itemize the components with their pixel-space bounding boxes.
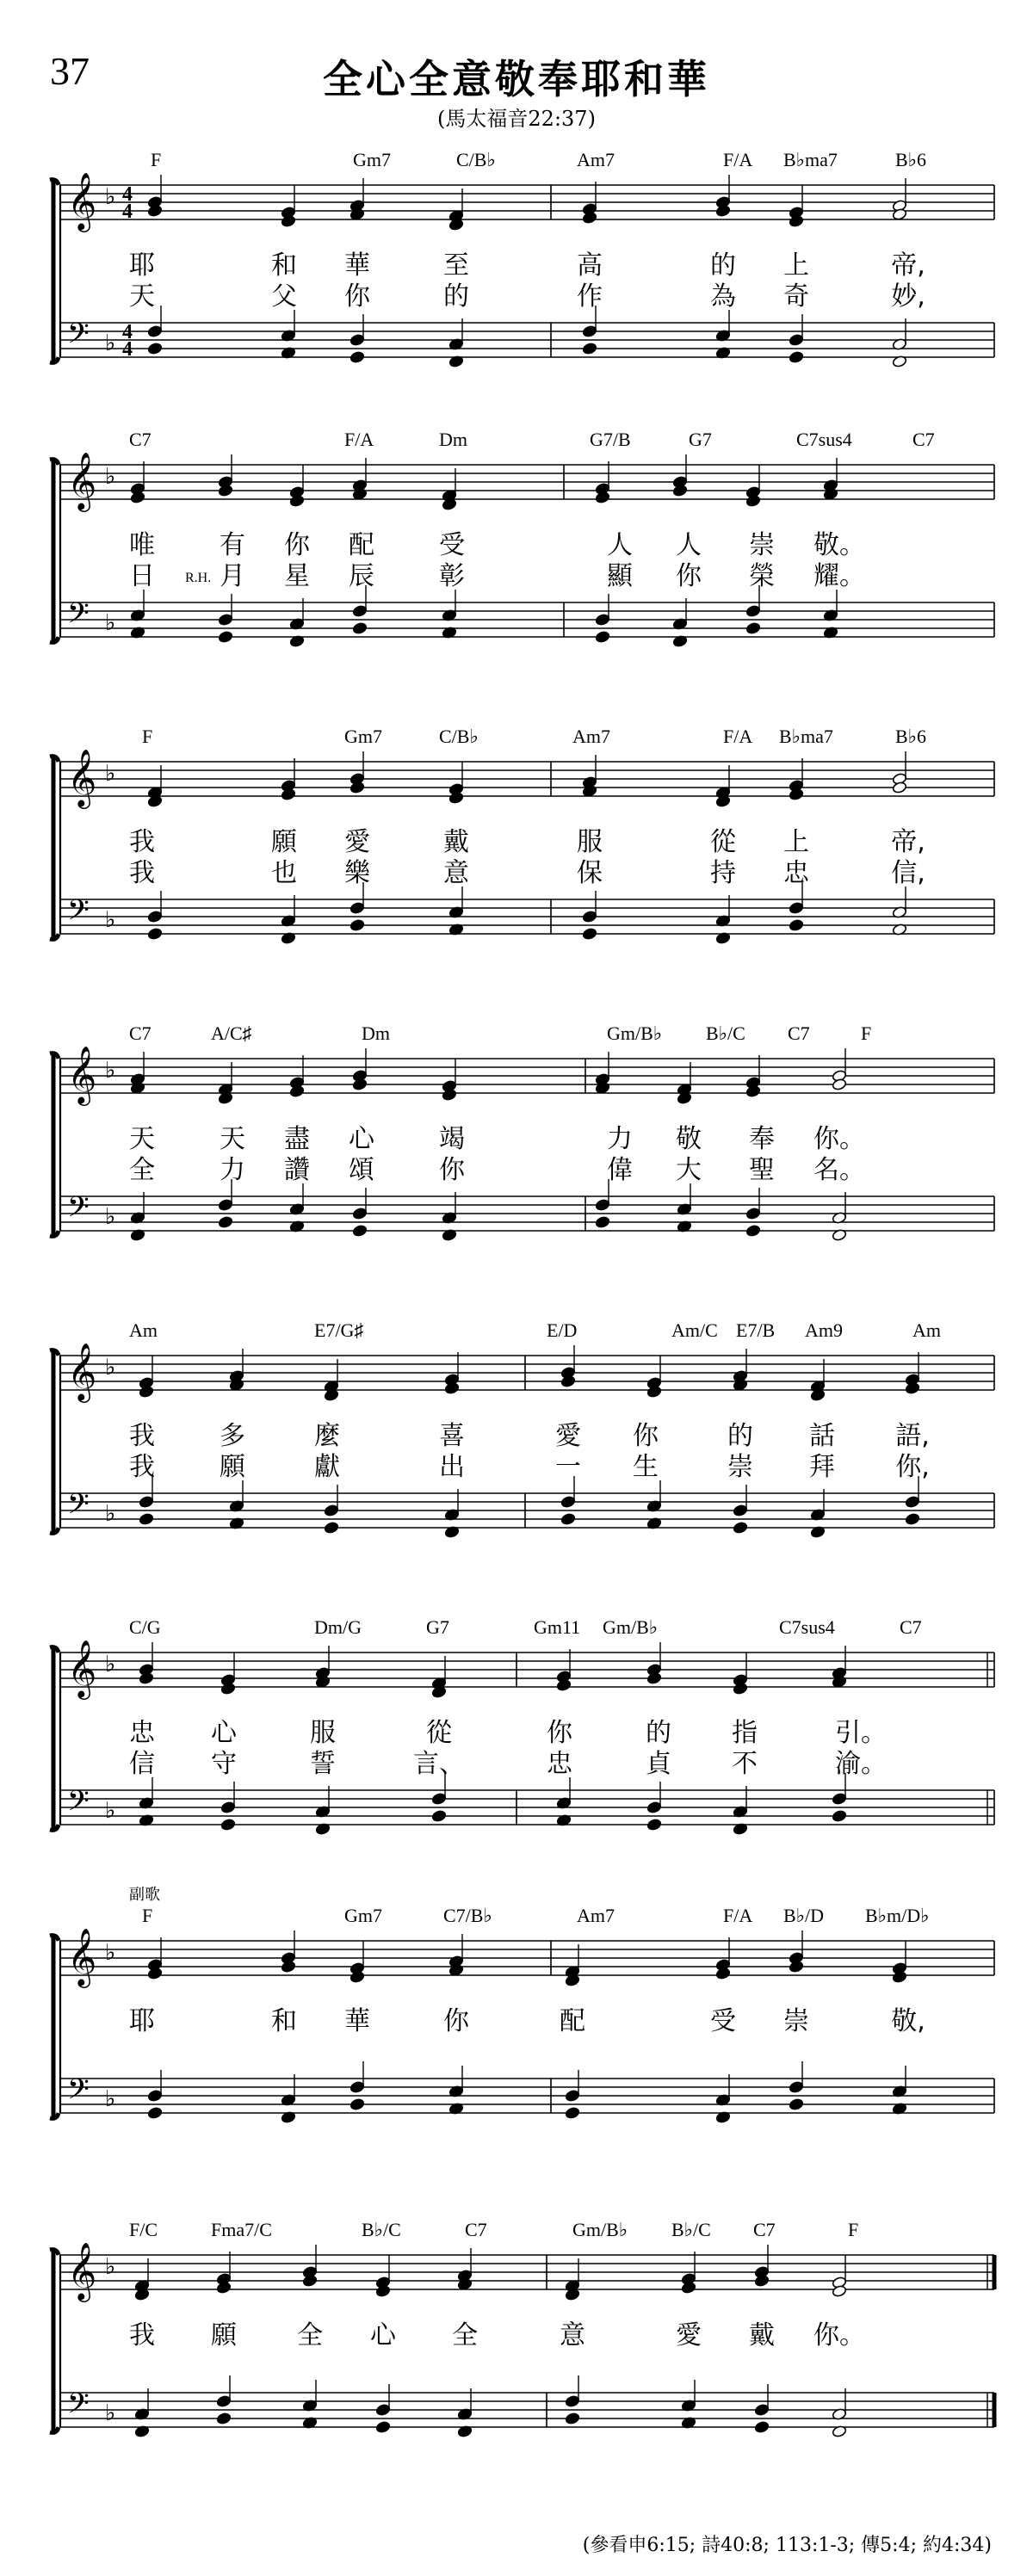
lyric-syllable: 力 [607, 1124, 633, 1154]
chord-symbol: C7 [129, 1022, 152, 1044]
lyric-syllable: 你, [895, 1452, 930, 1482]
bass-staff [60, 899, 994, 934]
lyric-syllable: 偉 [607, 1155, 633, 1185]
chord-symbol: Am7 [577, 149, 615, 170]
chord-symbol: E7/G♯ [314, 1319, 364, 1341]
bass-staff [60, 2079, 994, 2113]
time-signature: 4 [122, 338, 133, 361]
chord-symbol: F [142, 1905, 153, 1926]
lyric-syllable: 你 [284, 530, 310, 560]
system-7 [0, 1886, 1033, 2190]
chord-symbol: F/C [129, 2219, 158, 2240]
chord-symbol: C/B♭ [439, 726, 479, 747]
flat-icon: ♭ [105, 184, 116, 210]
lyric-syllable: 心 [211, 1718, 237, 1748]
lyric-syllable: 崇 [749, 530, 775, 560]
lyric-syllable: 渝。 [835, 1749, 887, 1779]
hymn-number: 37 [50, 49, 90, 93]
lyric-syllable: 聖 [749, 1155, 775, 1185]
lyric-syllable: 我 [129, 827, 155, 857]
chord-symbol: Fma7/C [211, 2219, 272, 2240]
chord-symbol: G7/B [590, 429, 631, 450]
chord-symbol: C7 [465, 2219, 487, 2240]
lyric-syllable: 愛 [676, 2320, 702, 2351]
treble-staff [60, 1356, 994, 1390]
lyric-syllable: 樂 [344, 858, 370, 888]
treble-clef-icon: 𝄞 [67, 1639, 97, 1697]
flat-icon: ♭ [105, 330, 116, 356]
lyric-syllable: 受 [439, 530, 465, 560]
lyric-syllable: 願 [220, 1452, 245, 1482]
lyric-syllable: 一 [555, 1452, 581, 1482]
lyric-syllable: 奇 [783, 281, 809, 312]
treble-staff [60, 1941, 994, 1975]
bass-staff [60, 323, 994, 357]
lyric-syllable: 崇 [783, 2006, 809, 2036]
lyric-syllable: 你 [633, 1421, 659, 1451]
flat-icon: ♭ [105, 464, 116, 490]
flat-icon: ♭ [105, 761, 116, 787]
lyric-syllable: 人 [607, 530, 633, 560]
lyric-syllable: 你 [344, 281, 370, 312]
lyric-syllable: 和 [271, 2006, 297, 2036]
chord-symbol: F/A [344, 429, 374, 450]
flat-icon: ♭ [105, 1501, 116, 1527]
chord-symbol: Gm7 [353, 149, 391, 170]
lyric-syllable: 和 [271, 250, 297, 281]
lyric-syllable: 配 [349, 530, 374, 560]
lyric-syllable: 意 [443, 858, 469, 888]
chord-symbol: B♭/D [783, 1905, 825, 1926]
treble-staff [60, 185, 994, 219]
chord-symbol: B♭/C [362, 2219, 401, 2240]
chord-symbol: C7 [753, 2219, 776, 2240]
lyric-syllable: 愛 [344, 827, 370, 857]
lyric-syllable: 帝, [891, 250, 925, 281]
lyric-syllable: 心 [370, 2320, 396, 2351]
staff-system [0, 430, 1033, 714]
lyric-syllable: 言、 [413, 1749, 465, 1779]
lyric-syllable: 持 [710, 858, 736, 888]
lyric-syllable: 喜 [439, 1421, 465, 1451]
lyric-syllable: 天 [129, 281, 155, 312]
lyric-syllable: 多 [220, 1421, 245, 1451]
bass-clef-icon: 𝄢 [67, 1785, 90, 1825]
lyric-syllable: 帝, [891, 827, 925, 857]
chord-symbol: F [151, 149, 162, 170]
lyric-syllable: 忠 [783, 858, 809, 888]
lyric-syllable: 竭 [439, 1124, 465, 1154]
lyric-syllable: 戴 [749, 2320, 775, 2351]
treble-staff [60, 1059, 994, 1093]
system-8 [0, 2221, 1033, 2505]
lyric-syllable: 名。 [813, 1155, 865, 1185]
lyric-syllable: 辰 [349, 561, 374, 591]
chord-symbol: E7/B [736, 1319, 776, 1341]
lyric-syllable: 父 [271, 281, 297, 312]
chord-symbol: C7 [788, 1022, 810, 1044]
lyric-syllable: 大 [676, 1155, 702, 1185]
system-5 [0, 1321, 1033, 1605]
lyric-syllable: 從 [426, 1718, 452, 1748]
lyric-syllable: 信 [129, 1749, 155, 1779]
lyric-syllable: 至 [443, 250, 469, 281]
lyric-syllable: 的 [646, 1718, 671, 1748]
lyric-syllable: 日 [129, 561, 155, 591]
bass-staff [60, 1196, 994, 1231]
lyric-syllable: 星 [284, 561, 310, 591]
chord-symbol: F [848, 2219, 859, 2240]
bass-clef-icon: 𝄢 [67, 597, 90, 637]
lyric-syllable: 語, [895, 1421, 930, 1451]
hymn-title: 全心全意敬奉耶和華 [323, 56, 710, 102]
lyric-syllable: 話 [809, 1421, 835, 1451]
lyric-syllable: 敬 [676, 1124, 702, 1154]
bass-clef-icon: 𝄢 [67, 1191, 90, 1231]
lyric-syllable: 心 [349, 1124, 374, 1154]
lyric-syllable: 天 [129, 1124, 155, 1154]
lyric-syllable: 的 [443, 281, 469, 312]
lyric-syllable: 願 [211, 2320, 237, 2351]
treble-staff [60, 465, 994, 499]
lyric-syllable: 唯 [129, 530, 155, 560]
lyric-syllable: 生 [633, 1452, 659, 1482]
lyric-syllable: 愛 [555, 1421, 581, 1451]
lyric-syllable: 你。 [813, 2320, 865, 2351]
chord-symbol: C7/B♭ [443, 1905, 492, 1926]
lyric-syllable: 高 [577, 250, 603, 281]
lyric-syllable: 耀。 [813, 561, 865, 591]
lyric-syllable: 指 [732, 1718, 758, 1748]
chord-symbol: Gm/B♭ [572, 2219, 628, 2240]
flat-icon: ♭ [105, 2086, 116, 2112]
chord-symbol: C/B♭ [456, 149, 496, 170]
bass-clef-icon: 𝄢 [67, 2388, 90, 2427]
flat-icon: ♭ [105, 1798, 116, 1824]
treble-clef-icon: 𝄞 [67, 748, 97, 806]
lyric-syllable: 貞 [646, 1749, 671, 1779]
bass-staff [60, 2393, 994, 2427]
chord-symbol: Am7 [577, 1905, 615, 1926]
lyric-syllable: 頌 [349, 1155, 374, 1185]
chord-symbol: C7sus4 [779, 1616, 835, 1638]
chord-symbol: Gm/B♭ [607, 1022, 663, 1044]
chord-symbol: Dm/G [314, 1616, 362, 1638]
lyric-syllable: 的 [727, 1421, 753, 1451]
chord-symbol: C7 [912, 429, 935, 450]
system-6 [0, 1618, 1033, 1902]
chord-symbol: Gm7 [344, 726, 382, 747]
chord-symbol: B♭6 [895, 726, 927, 747]
flat-icon: ♭ [105, 2254, 116, 2280]
lyric-syllable: 上 [783, 250, 809, 281]
chord-symbol: Dm [362, 1022, 390, 1044]
lyric-syllable: 出 [439, 1452, 465, 1482]
chord-symbol: F/A [723, 149, 753, 170]
lyric-syllable: 敬。 [813, 530, 865, 560]
chord-symbol: Am [129, 1319, 158, 1341]
chord-symbol: E/D [547, 1319, 578, 1341]
lyric-syllable: 妙, [891, 281, 925, 312]
lyric-syllable: 有 [220, 530, 245, 560]
lyric-syllable: 戴 [443, 827, 469, 857]
lyric-syllable: 耶 [129, 2006, 155, 2036]
treble-clef-icon: 𝄞 [67, 451, 97, 510]
lyric-syllable: 我 [129, 2320, 155, 2351]
lyric-syllable: 天 [220, 1124, 245, 1154]
chord-symbol: F/A [723, 726, 753, 747]
right-hand-marking: R.H. [185, 571, 212, 585]
chord-symbol: B♭m/D♭ [865, 1905, 930, 1926]
bass-clef-icon: 𝄢 [67, 2073, 90, 2113]
system-4 [0, 1024, 1033, 1308]
bass-clef-icon: 𝄢 [67, 894, 90, 934]
flat-icon: ♭ [105, 907, 116, 933]
treble-clef-icon: 𝄞 [67, 1927, 97, 1986]
chord-symbol: B♭ma7 [779, 726, 833, 747]
lyric-syllable: 拜 [809, 1452, 835, 1482]
lyric-syllable: 你 [439, 1155, 465, 1185]
lyric-syllable: 華 [344, 250, 370, 281]
treble-staff [60, 2255, 994, 2289]
system-1 [0, 151, 1033, 435]
chord-symbol: F/A [723, 1905, 753, 1926]
lyric-syllable: 全 [129, 1155, 155, 1185]
treble-clef-icon: 𝄞 [67, 171, 97, 230]
lyric-syllable: 不 [732, 1749, 758, 1779]
time-signature: 4 [122, 321, 133, 343]
lyric-syllable: 顯 [607, 561, 633, 591]
flat-icon: ♭ [105, 1652, 116, 1677]
chord-symbol: Am7 [572, 726, 610, 747]
lyric-syllable: 保 [577, 858, 603, 888]
bass-staff [60, 1493, 994, 1528]
lyric-syllable: 敬, [891, 2006, 925, 2036]
treble-clef-icon: 𝄞 [67, 1045, 97, 1103]
flat-icon: ♭ [105, 1355, 116, 1381]
lyric-syllable: 奉 [749, 1124, 775, 1154]
chord-symbol: F [861, 1022, 872, 1044]
lyric-syllable: 讚 [284, 1155, 310, 1185]
chord-symbol: C7 [129, 429, 152, 450]
treble-staff [60, 762, 994, 796]
chord-symbol: Gm7 [344, 1905, 382, 1926]
flat-icon: ♭ [105, 610, 116, 636]
lyric-syllable: 作 [577, 281, 603, 312]
lyric-syllable: 受 [710, 2006, 736, 2036]
lyric-syllable: 引。 [835, 1718, 887, 1748]
chord-symbol: B♭/C [671, 2219, 711, 2240]
chord-symbol: Am/C [671, 1319, 718, 1341]
lyric-syllable: 崇 [727, 1452, 753, 1482]
lyric-syllable: 你 [547, 1718, 572, 1748]
system-3 [0, 727, 1033, 1011]
flat-icon: ♭ [105, 1058, 116, 1084]
lyric-syllable: 也 [271, 858, 297, 888]
lyric-syllable: 的 [710, 250, 736, 281]
scripture-reference: (馬太福音22:37) [437, 107, 596, 131]
lyric-syllable: 上 [783, 827, 809, 857]
lyric-syllable: 服 [577, 827, 603, 857]
lyric-syllable: 全 [297, 2320, 323, 2351]
staff-system [0, 1024, 1033, 1308]
lyric-syllable: 月 [220, 561, 245, 591]
chord-symbol: C/G [129, 1616, 161, 1638]
chord-symbol: G7 [689, 429, 712, 450]
lyric-syllable: 忠 [547, 1749, 572, 1779]
chord-symbol: A/C♯ [211, 1022, 252, 1044]
lyric-syllable: 力 [220, 1155, 245, 1185]
lyric-syllable: 麼 [314, 1421, 340, 1451]
bass-clef-icon: 𝄢 [67, 1488, 90, 1528]
lyric-syllable: 你。 [813, 1124, 865, 1154]
staff-system [0, 151, 1033, 435]
system-2 [0, 430, 1033, 714]
refrain-label: 副歌 [129, 1886, 160, 1904]
flat-icon: ♭ [105, 1940, 116, 1966]
chord-symbol: C7sus4 [796, 429, 852, 450]
lyric-syllable: 守 [211, 1749, 237, 1779]
flat-icon: ♭ [105, 1204, 116, 1230]
lyric-syllable: 配 [560, 2006, 585, 2036]
lyric-syllable: 服 [310, 1718, 336, 1748]
time-signature: 4 [122, 183, 133, 206]
lyric-syllable: 全 [452, 2320, 478, 2351]
staff-system [0, 2221, 1033, 2505]
time-signature: 4 [122, 201, 133, 223]
lyric-syllable: 彰 [439, 561, 465, 591]
lyric-syllable: 榮 [749, 561, 775, 591]
chord-symbol: Am9 [805, 1319, 843, 1341]
lyric-syllable: 誓 [310, 1749, 336, 1779]
lyric-syllable: 我 [129, 1421, 155, 1451]
chord-symbol: Am [912, 1319, 941, 1341]
lyric-syllable: 盡 [284, 1124, 310, 1154]
lyric-syllable: 獻 [314, 1452, 340, 1482]
staff-system [0, 1906, 1033, 2190]
lyric-syllable: 你 [676, 561, 702, 591]
chord-symbol: B♭6 [895, 149, 927, 170]
treble-clef-icon: 𝄞 [67, 2241, 97, 2300]
lyric-syllable: 意 [560, 2320, 585, 2351]
lyric-syllable: 耶 [129, 250, 155, 281]
bass-clef-icon: 𝄢 [67, 318, 90, 357]
lyric-syllable: 你 [443, 2006, 469, 2036]
bass-staff [60, 1790, 994, 1825]
lyric-syllable: 我 [129, 858, 155, 888]
lyric-syllable: 願 [271, 827, 297, 857]
staff-system [0, 727, 1033, 1011]
lyric-syllable: 我 [129, 1452, 155, 1482]
footer-references: (參看申6:15; 詩40:8; 113:1-3; 傳5:4; 約4:34) [582, 2535, 992, 2556]
chord-symbol: B♭/C [706, 1022, 745, 1044]
chord-symbol: B♭ma7 [783, 149, 838, 170]
lyric-syllable: 人 [676, 530, 702, 560]
lyric-syllable: 信, [891, 858, 925, 888]
lyric-syllable: 華 [344, 2006, 370, 2036]
treble-staff [60, 1652, 994, 1687]
chord-symbol: C7 [900, 1616, 922, 1638]
flat-icon: ♭ [105, 2400, 116, 2426]
lyric-syllable: 為 [710, 281, 736, 312]
chord-symbol: Dm [439, 429, 467, 450]
chord-symbol: G7 [426, 1616, 449, 1638]
lyric-syllable: 忠 [129, 1718, 155, 1748]
treble-clef-icon: 𝄞 [67, 1342, 97, 1400]
chord-symbol: Gm11 [534, 1616, 581, 1638]
chord-symbol: F [142, 726, 153, 747]
chord-symbol: Gm/B♭ [603, 1616, 659, 1638]
bass-staff [60, 602, 994, 637]
staff-system [0, 1321, 1033, 1605]
lyric-syllable: 從 [710, 827, 736, 857]
